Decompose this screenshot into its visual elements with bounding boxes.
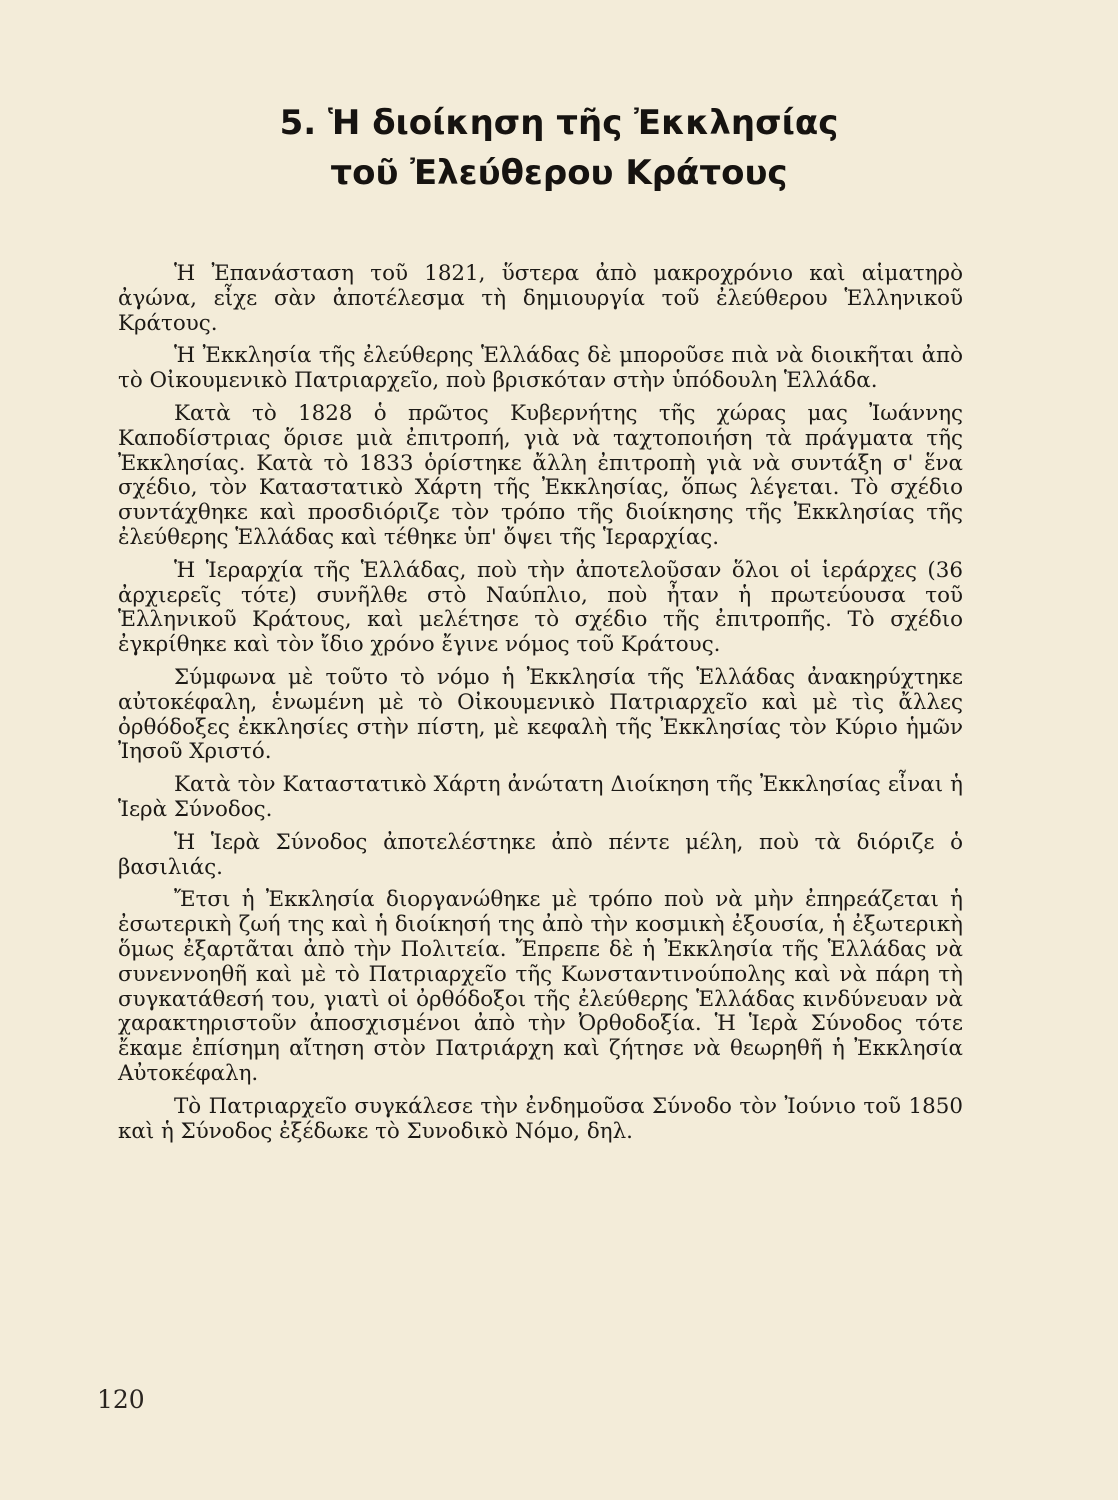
paragraph-3: Κατὰ τὸ 1828 ὁ πρῶτος Κυβερνήτης τῆς χώρας μας Ἰωάννης Καποδίστριας ὅρισε μιὰ ἐπιτροπή, γιὰ νὰ ταχτοποιήση τὰ πράγματα τῆς Ἐκκλησίας. Κατὰ τὸ 1833 ὁρίστηκε ἄλλη ἐπιτροπὴ γιὰ νὰ συντάξη σ' ἕνα σχέδιο, τὸν Καταστατικὸ Χάρτη τῆς Ἐκκλησίας, ὅπως λέγεται. Τὸ σχέδιο συντάχθηκε καὶ προσδιόριζε τὸν τρόπο τῆς διοίκησης τῆς Ἐκκλησίας τῆς ἐλεύθερης Ἑλλάδας καὶ τέθηκε ὑπ' ὄψει τῆς Ἱεραρχίας. — [118, 400, 963, 550]
paragraph-6: Κατὰ τὸν Καταστατικὸ Χάρτη ἀνώτατη Διοίκηση τῆς Ἐκκλησίας εἶναι ἡ Ἱερὰ Σύνοδος. — [118, 772, 963, 822]
paragraph-1: Ἡ Ἐπανάσταση τοῦ 1821, ὕστερα ἀπὸ μακροχρόνιο καὶ αἱματηρὸ ἀγώνα, εἶχε σὰν ἀποτέλεσμα τὴ δημιουργία τοῦ ἐλεύθερου Ἑλληνικοῦ Κράτους. — [118, 261, 963, 336]
heading-line-1: 5. Ἡ διοίκηση τῆς Ἐκκλησίας — [279, 103, 839, 143]
paragraph-8: Ἔτσι ἡ Ἐκκλησία διοργανώθηκε μὲ τρόπο ποὺ νὰ μὴν ἐπηρεάζεται ἡ ἐσωτερικὴ ζωή της καὶ ἡ διοίκησή της ἀπὸ τὴν κοσμικὴ ἐξουσία, ἡ ἐξωτερικὴ ὅμως ἐξαρτᾶται ἀπὸ τὴν Πολιτεία. Ἔπρεπε δὲ ἡ Ἐκκλησία τῆς Ἑλλάδας νὰ συνεννοηθῆ καὶ μὲ τὸ Πατριαρχεῖο τῆς Κωνσταντινούπολης καὶ νὰ πάρη τὴ συγκατάθεσή του, γιατὶ οἱ ὀρθόδοξοι τῆς ἐλεύθερης Ἑλλάδας κινδύνευαν νὰ χαρακτηριστοῦν ἀποσχισμένοι ἀπὸ τὴν Ὀρθοδοξία. Ἡ Ἱερὰ Σύνοδος τότε ἔκαμε ἐπίσημη αἴτηση στὸν Πατριάρχη καὶ ζήτησε νὰ θεωρηθῆ ἡ Ἐκκλησία Αὐτοκέφαλη. — [118, 887, 963, 1086]
paragraph-4: Ἡ Ἱεραρχία τῆς Ἑλλάδας, ποὺ τὴν ἀποτελοῦσαν ὅλοι οἱ ἱεράρχες (36 ἀρχιερεῖς τότε) συνῆλθε στὸ Ναύπλιο, ποὺ ἦταν ἡ πρωτεύουσα τοῦ Ἑλληνικοῦ Κράτους, καὶ μελέτησε τὸ σχέδιο τῆς ἐπιτροπῆς. Τὸ σχέδιο ἐγκρίθηκε καὶ τὸν ἴδιο χρόνο ἔγινε νόμος τοῦ Κράτους. — [118, 557, 963, 658]
paragraph-5: Σύμφωνα μὲ τοῦτο τὸ νόμο ἡ Ἐκκλησία τῆς Ἑλλάδας ἀνακηρύχτηκε αὐτοκέφαλη, ἑνωμένη μὲ τὸ Οἰκουμενικὸ Πατριαρχεῖο καὶ μὲ τὶς ἄλλες ὀρθόδοξες ἐκκλησίες στὴν πίστη, μὲ κεφαλὴ τῆς Ἐκκλησίας τὸν Κύριο ἡμῶν Ἰησοῦ Χριστό. — [118, 664, 963, 765]
page-number: 120 — [97, 1385, 145, 1414]
heading-line-2: τοῦ Ἐλεύθερου Κράτους — [330, 153, 788, 193]
paragraph-2: Ἡ Ἐκκλησία τῆς ἐλεύθερης Ἑλλάδας δὲ μποροῦσε πιὰ νὰ διοικῆται ἀπὸ τὸ Οἰκουμενικὸ Πατριαρχεῖο, ποὺ βρισκόταν στὴν ὑπόδουλη Ἑλλάδα. — [118, 343, 963, 394]
paragraph-9: Τὸ Πατριαρχεῖο συγκάλεσε τὴν ἐνδημοῦσα Σύνοδο τὸν Ἰούνιο τοῦ 1850 καὶ ἡ Σύνοδος ἐξέδωκε τὸ Συνοδικὸ Νόμο, δηλ. — [118, 1093, 963, 1144]
chapter-heading — [0, 98, 1118, 198]
paragraph-7: Ἡ Ἱερὰ Σύνοδος ἀποτελέστηκε ἀπὸ πέντε μέλη, ποὺ τὰ διόριζε ὁ βασιλιάς. — [118, 829, 963, 880]
body-text — [118, 262, 963, 1152]
